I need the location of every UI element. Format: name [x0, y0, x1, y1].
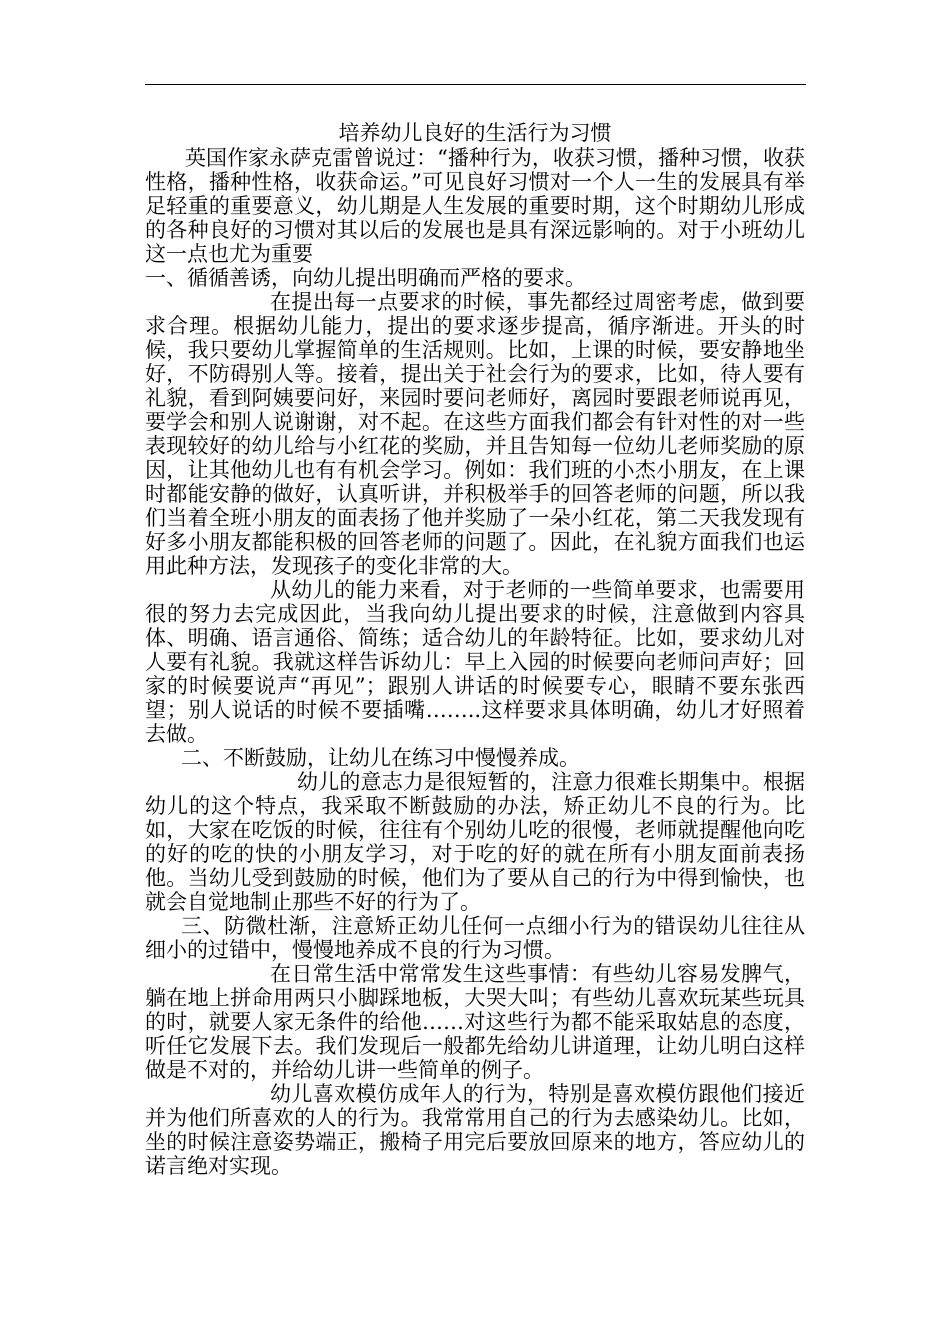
- section-3-paragraph-2: 幼儿喜欢模仿成年人的行为，特别是喜欢模仿跟他们接近并为他们所喜欢的人的行为。我常常用自己的行为去感染幼儿。比如，坐的时候注意姿势端正，搬椅子用完后要放回原来的地方，答应幼儿的诺言绝对实现。: [145, 1082, 805, 1178]
- document-title: 培养幼儿良好的生活行为习惯: [338, 121, 612, 145]
- section-2-paragraph-1: 幼儿的意志力是很短暂的，注意力很难长期集中。根据幼儿的这个特点，我采取不断鼓励的办法，矫正幼儿不良的行为。比如，大家在吃饭的时候，往往有个别幼儿吃的很慢，老师就提醒他向吃的好的吃的快的小朋友学习，对于吃的好的就在所有小朋友面前表扬他。当幼儿受到鼓励的时候，他们为了要从自己的行为中得到愉快，也就会自觉地制止那些不好的行为了。: [145, 770, 805, 914]
- intro-paragraph: 英国作家永萨克雷曾说过：“播种行为，收获习惯，播种习惯，收获性格，播种性格，收获命运。”可见良好习惯对一个人一生的发展具有举足轻重的重要意义，幼儿期是人生发展的重要时期，这个时期幼儿形成的各种良好的习惯对其以后的发展也是具有深远影响的。对于小班幼儿这一点也尤为重要: [145, 146, 805, 266]
- header-rule: [145, 84, 806, 85]
- section-1-paragraph-1: 在提出每一点要求的时候，事先都经过周密考虑，做到要求合理。根据幼儿能力，提出的要求逐步提高，循序渐进。开头的时候，我只要幼儿掌握简单的生活规则。比如，上课的时候，要安静地坐好，不防碍别人等。接着，提出关于社会行为的要求，比如，待人要有礼貌，看到阿姨要问好，来园时要问老师好，离园时要跟老师说再见，要学会和别人说谢谢，对不起。在这些方面我们都会有针对性的对一些表现较好的幼儿给与小红花的奖励，并且告知每一位幼儿老师奖励的原因，让其他幼儿也有有机会学习。例如：我们班的小杰小朋友，在上课时都能安静的做好，认真听讲，并积极举手的回答老师的问题，所以我们当着全班小朋友的面表扬了他并奖励了一朵小红花，第二天我发现有好多小朋友都能积极的回答老师的问题了。因此，在礼貌方面我们也运用此种方法，发现孩子的变化非常的大。: [145, 290, 805, 578]
- section-3-heading: 三、防微杜渐，注意矫正幼儿任何一点细小行为的错误幼儿往往从细小的过错中，慢慢地养成不良的行为习惯。: [145, 914, 805, 962]
- section-3-paragraph-1: 在日常生活中常常发生这些事情：有些幼儿容易发脾气，躺在地上拼命用两只小脚踩地板，大哭大叫；有些幼儿喜欢玩某些玩具的时，就要人家无条件的给他……对这些行为都不能采取姑息的态度，听任它发展下去。我们发现后一般都先给幼儿讲道理，让幼儿明白这样做是不对的，并给幼儿讲一些简单的例子。: [145, 962, 805, 1082]
- section-1-paragraph-2: 从幼儿的能力来看，对于老师的一些简单要求，也需要用很的努力去完成因此，当我向幼儿提出要求的时候，注意做到内容具体、明确、语言通俗、简练；适合幼儿的年龄特征。比如，要求幼儿对人要有礼貌。我就这样告诉幼儿：早上入园的时候要向老师问声好；回家的时候要说声“再见”；跟别人讲话的时候要专心，眼睛不要东张西望；别人说话的时候不要插嘴……..这样要求具体明确，幼儿才好照着去做。: [145, 578, 805, 746]
- document-body: [145, 120, 805, 1178]
- section-2-heading: 二、不断鼓励，让幼儿在练习中慢慢养成。: [181, 746, 580, 770]
- section-1-heading: 一、循循善诱，向幼儿提出明确而严格的要求。: [145, 266, 586, 290]
